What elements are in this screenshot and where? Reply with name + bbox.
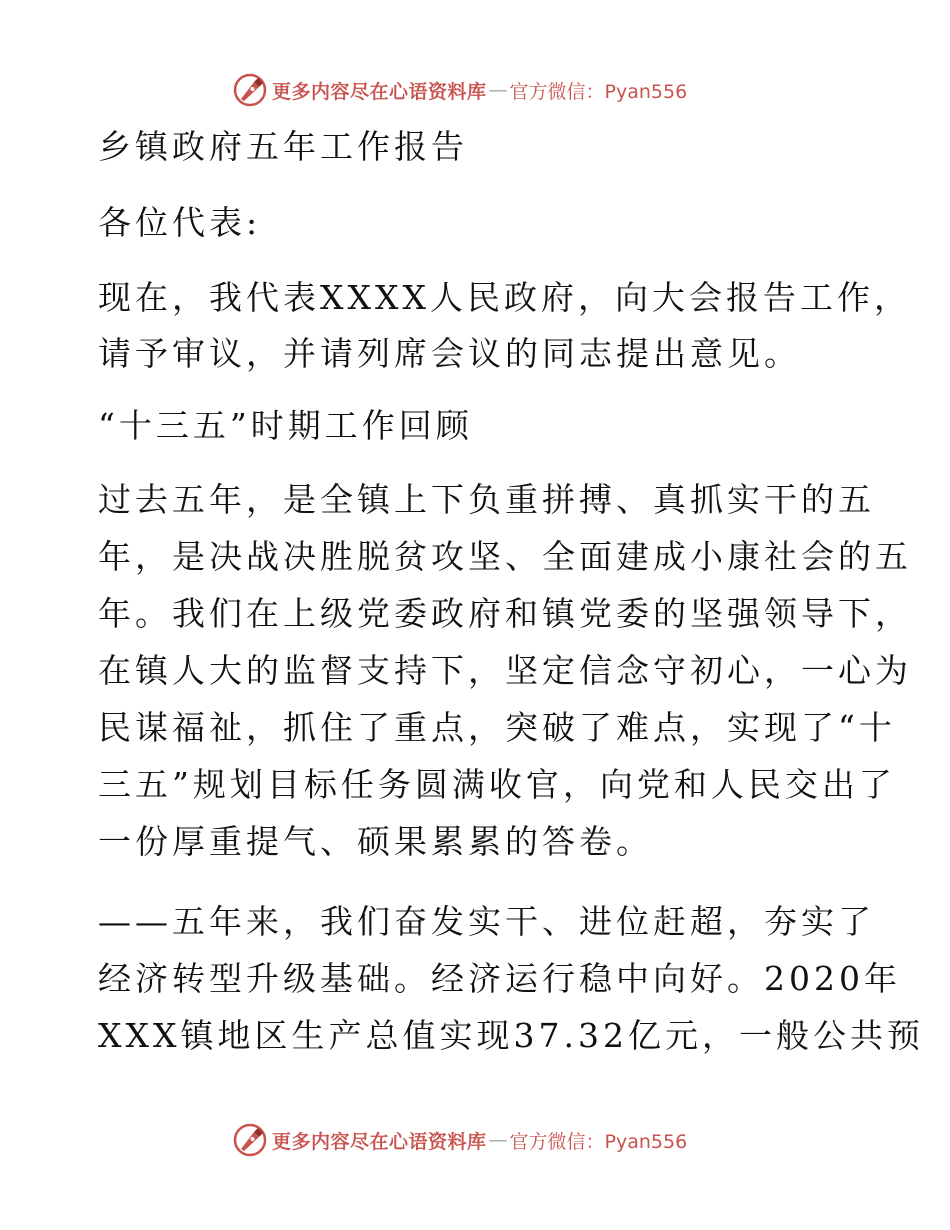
paragraph-line: 年，是决战决胜脱贫攻坚、全面建成小康社会的五 <box>98 537 912 576</box>
paragraph-line: 年。我们在上级党委政府和镇党委的坚强领导下， <box>98 594 912 633</box>
paragraph-line: XXX镇地区生产总值实现37.32亿元，一般公共预 <box>98 1016 924 1055</box>
header-watermark <box>232 70 687 110</box>
section-heading: “十三五”时期工作回顾 <box>98 406 473 445</box>
footer-watermark <box>232 1120 687 1160</box>
watermark-text: 更多内容尽在心语资料库 <box>272 1130 487 1153</box>
paragraph-line: 民谋福祉，抓住了重点，突破了难点，实现了“十 <box>98 708 896 747</box>
paragraph-line: 请予审议，并请列席会议的同志提出意见。 <box>98 334 801 373</box>
document-title: 乡镇政府五年工作报告 <box>98 127 468 166</box>
pen-nib-logo-icon <box>232 1122 268 1158</box>
paragraph-line: 现在，我代表XXXX人民政府，向大会报告工作， <box>98 278 911 317</box>
pen-nib-logo-icon <box>232 72 268 108</box>
watermark-contact: 官方微信：Pyan556 <box>509 1130 688 1153</box>
paragraph-line: 三五”规划目标任务圆满收官，向党和人民交出了 <box>98 765 896 804</box>
paragraph-line: 在镇人大的监督支持下，坚定信念守初心，一心为 <box>98 651 912 690</box>
watermark-text: 更多内容尽在心语资料库 <box>272 80 487 103</box>
watermark-separator: — <box>488 1129 508 1151</box>
paragraph-line: 一份厚重提气、硕果累累的答卷。 <box>98 822 653 861</box>
salutation: 各位代表: <box>98 203 262 242</box>
watermark-contact: 官方微信：Pyan556 <box>509 80 688 103</box>
paragraph-line: 经济转型升级基础。经济运行稳中向好。2020年 <box>98 959 901 998</box>
paragraph-line: ——五年来，我们奋发实干、进位赶超，夯实了 <box>98 902 875 941</box>
paragraph-line: 过去五年，是全镇上下负重拼搏、真抓实干的五 <box>98 480 875 519</box>
watermark-separator: — <box>488 79 508 101</box>
